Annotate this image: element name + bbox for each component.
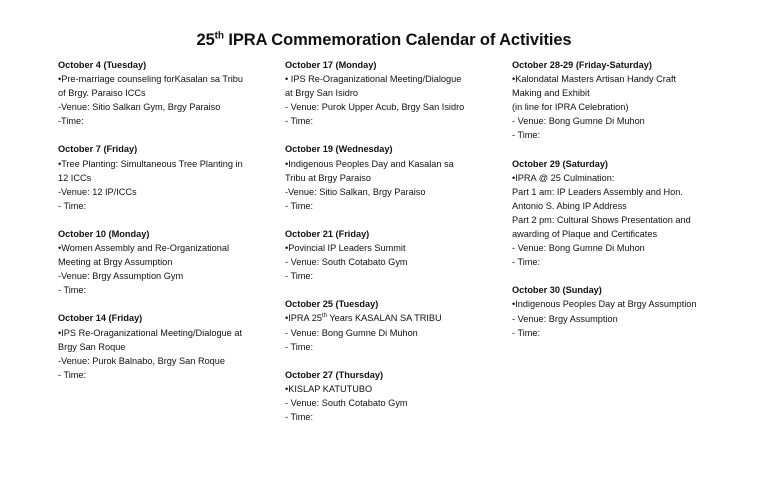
event-line: • IPS Re-Oraganizational Meeting/Dialogue: [285, 74, 462, 85]
event-line: •Kalondatal Masters Artisan Handy Craft: [512, 74, 677, 85]
event-venue: - Venue: Bong Gumne Di Muhon: [512, 116, 645, 127]
event-date: October 25 (Tuesday): [285, 299, 379, 310]
event-line: •Women Assembly and Re-Organizational: [58, 243, 230, 254]
event-time: - Time:: [512, 327, 541, 338]
event-venue: -Venue: Sitio Salkan Gym, Brgy Paraiso: [58, 102, 221, 113]
event-time: -Time:: [58, 116, 84, 127]
event-venue: -Venue: Purok Balnabo, Brgy San Roque: [58, 355, 226, 366]
event-time: - Time:: [285, 341, 314, 352]
event-time: - Time:: [285, 200, 314, 211]
event-venue: -Venue: Sitio Salkan, Brgy Paraiso: [285, 186, 426, 197]
event-time: - Time:: [58, 200, 87, 211]
event-date: October 7 (Friday): [58, 144, 138, 155]
event-line: Antonio S. Abing IP Address: [512, 200, 627, 211]
calendar-column-2: [285, 58, 521, 438]
event-line: •IPRA @ 25 Culmination:: [512, 172, 615, 183]
event-time: - Time:: [58, 369, 87, 380]
event-october-10: [58, 227, 294, 297]
event-date: October 29 (Saturday): [512, 158, 608, 169]
event-line: at Brgy San Isidro: [285, 88, 359, 99]
event-october-25: [285, 297, 521, 353]
event-date: October 14 (Friday): [58, 313, 143, 324]
event-october-19: [285, 142, 521, 212]
event-line: Brgy San Roque: [58, 341, 126, 352]
event-line: Part 1 am: IP Leaders Assembly and Hon.: [512, 186, 683, 197]
event-october-28-29: [512, 58, 748, 143]
event-date: October 17 (Monday): [285, 60, 377, 70]
event-time: - Time:: [285, 411, 314, 422]
event-venue: - Venue: Bong Gumne Di Muhon: [285, 327, 418, 338]
event-venue: - Venue: Brgy Assumption: [512, 313, 618, 324]
event-venue: -Venue: Brgy Assumption Gym: [58, 271, 184, 282]
event-october-21: [285, 227, 521, 283]
event-line: Making and Exhibit: [512, 88, 590, 99]
event-time: - Time:: [285, 271, 314, 282]
event-time: - Time:: [512, 257, 541, 268]
event-date: October 10 (Monday): [58, 228, 150, 239]
event-line: of Brgy. Paraiso ICCs: [58, 88, 146, 99]
event-venue: - Venue: South Cotabato Gym: [285, 257, 408, 268]
event-venue: - Venue: Bong Gumne Di Muhon: [512, 243, 645, 254]
event-line: Tribu at Brgy Paraiso: [285, 172, 371, 183]
event-date: October 19 (Wednesday): [285, 144, 393, 155]
event-october-17: [285, 58, 521, 128]
event-line: 12 ICCs: [58, 172, 92, 183]
event-line: Meeting at Brgy Assumption: [58, 257, 173, 268]
event-date: October 30 (Sunday): [512, 285, 602, 296]
event-line: •Tree Planting: Simultaneous Tree Planting in: [58, 158, 243, 169]
event-line: Part 2 pm: Cultural Shows Presentation and: [512, 214, 691, 225]
event-time: - Time:: [512, 130, 541, 141]
event-venue: - Venue: South Cotabato Gym: [285, 397, 408, 408]
event-venue: -Venue: 12 IP/ICCs: [58, 186, 137, 197]
event-line: •Povincial IP Leaders Summit: [285, 243, 406, 254]
event-october-27: [285, 368, 521, 424]
event-time: - Time:: [58, 285, 87, 296]
event-line: •IPRA 25th Years KASALAN SA TRIBU: [285, 313, 442, 324]
event-date: October 28-29 (Friday-Saturday): [512, 60, 652, 70]
event-october-29: [512, 157, 748, 270]
event-time: - Time:: [285, 116, 314, 127]
page-title: 25th IPRA Commemoration Calendar of Activities: [196, 30, 572, 49]
event-line: •Pre-marriage counseling forKasalan sa Tribu: [58, 74, 244, 85]
event-october-7: [58, 142, 294, 212]
event-october-30: [512, 283, 748, 339]
event-line: •Indigenous Peoples Day at Brgy Assumption: [512, 299, 697, 310]
event-date: October 21 (Friday): [285, 228, 370, 239]
event-october-14: [58, 311, 294, 381]
event-october-4: [58, 58, 294, 128]
calendar-column-1: [58, 58, 294, 396]
event-date: October 27 (Thursday): [285, 369, 384, 380]
event-venue: - Venue: Purok Upper Acub, Brgy San Isidro: [285, 102, 465, 113]
event-line: (in line for IPRA Celebration): [512, 102, 629, 113]
event-line: •Indigenous Peoples Day and Kasalan sa: [285, 158, 454, 169]
event-line: •IPS Re-Oraganizational Meeting/Dialogue at: [58, 327, 243, 338]
event-date: October 4 (Tuesday): [58, 60, 147, 70]
event-line: awarding of Plaque and Certificates: [512, 229, 658, 240]
calendar-column-3: [512, 58, 748, 354]
event-line: •KISLAP KATUTUBO: [285, 383, 373, 394]
